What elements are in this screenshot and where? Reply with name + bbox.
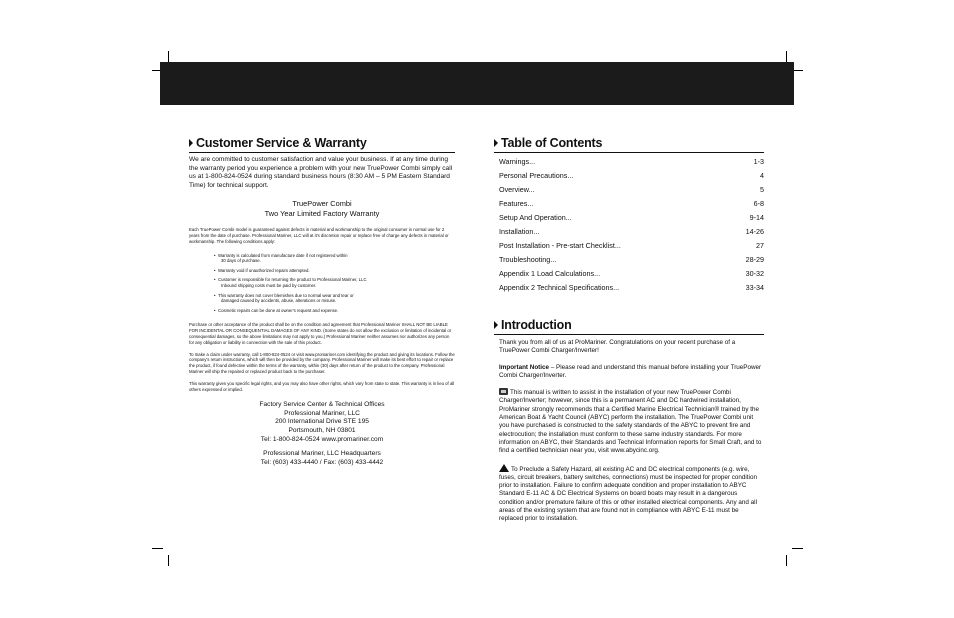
list-item: • Cosmetic repairs can be done at owner's request and expense.: [214, 308, 455, 314]
toc-entry[interactable]: Personal Precautions... 4: [499, 171, 764, 180]
crop-mark: [786, 555, 787, 566]
rights-text: This warranty gives you specific legal rights, and you may also have other rights, which vary from state to state. This warranty is in lieu of all others expressed or implied.: [189, 380, 455, 392]
warning-triangle-icon: [499, 464, 509, 472]
introduction-section: [494, 318, 764, 524]
toc-entry[interactable]: Installation... 14-26: [499, 227, 764, 236]
list-item: • Warranty is calculated from manufacture date if not registered within 30 days of purchase.: [214, 253, 455, 264]
crop-mark: [152, 548, 163, 549]
list-item: • This warranty does not cover blemishes due to normal wear and tear or damaged caused by accidents, abuse, alterations or misuse.: [214, 293, 455, 304]
list-item: • Warranty void if unauthorized repairs attempted.: [214, 268, 455, 274]
arrow-right-icon: [189, 139, 193, 147]
section-heading: Table of Contents: [494, 136, 764, 153]
toc-entry[interactable]: Warnings... 1-3: [499, 157, 764, 166]
section-heading: Customer Service & Warranty: [189, 136, 455, 153]
manual-info: This manual is written to assist in the installation of your new TruePower Combi Charger/Inverter; however, since this is a permanent AC and DC hardwired installation, ProMariner strongly recommends that a Certified Marine Electrical Technician® trained by the American Boat & Yacht Council (ABYC) perform the installation. The TruePower Combi unit you have purchased is constructed to the safety standards of the ABYC to prevent fire and electrocution; the installation must conform to these same industry standards. For more information on ABYC, their Standards and Technical Information reports for Small Craft, and to find a certified technician near you, visit www.abycinc.org.: [499, 389, 762, 455]
crop-mark: [792, 548, 803, 549]
factory-address: Factory Service Center & Technical Offices Professional Mariner, LLC 200 International Drive STE 195 Portsmouth, NH 03801 Tel: 1-800-824-0524 www.promariner.com: [259, 401, 385, 443]
warranty-text: Each TruePower Combi model is guaranteed against defects in material and workmanship to the original consumer in normal use for 2 years from the date of purchase. Professional Mariner, LLC will at it's discretion repair or replace free of charge any defects in material or workmanship. The following conditions apply:: [189, 227, 449, 244]
toc-entry[interactable]: Post Installation - Pre-start Checklist... 27: [499, 241, 764, 250]
toc-entry[interactable]: Setup And Operation... 9-14: [499, 213, 764, 222]
right-column: [494, 136, 764, 523]
crop-mark: [168, 555, 169, 566]
warranty-conditions: [214, 253, 455, 314]
table-of-contents: [499, 155, 764, 295]
section-heading: Introduction: [494, 318, 764, 335]
arrow-right-icon: [494, 139, 498, 147]
toc-entry[interactable]: Appendix 2 Technical Specifications... 33-34: [499, 283, 764, 292]
crop-mark: [786, 51, 787, 62]
service-intro: We are committed to customer satisfaction and value your business. If at any time during the warranty period you experience a problem with your new TruePower Combi simply call us at 1-800-824-0524 during standard business hours (8:30 AM – 5 PM Eastern Standard Time) for technical support.: [189, 156, 453, 189]
safety-warning: To Preclude a Safety Hazard, all existing AC and DC electrical components (e.g. wire, fuses, circuit breakers, battery switches, connections) must be inspected for proper condition prior to installation. Failure to confirm adequate condition and proper installation to ABYC Standard E-11 AC & DC Electrical Systems on board boats may result in a dangerous condition and/or premature failure of this or other installed electrical components. Any and all areas of the existing system that are found not in compliance with ABYC E-11 must be replaced prior to installation.: [499, 465, 757, 523]
header-bar: [160, 62, 794, 105]
crop-mark: [168, 51, 169, 62]
arrow-right-icon: [494, 321, 498, 329]
customer-service-section: [189, 136, 455, 467]
claim-text: To make a claim under warranty, call 1-800-824-0524 or visit www.promariner.com identifying the product and giving its locations. Follow the company's return instructions, which will then be provided by the company. Professional Mariner will make its best effort to repair or replace the product, if found defective within the terms of the warranty, within (30) days after return of the product to the company. Professional Mariner will ship the repaired or replaced product back to the purchaser.: [189, 351, 455, 374]
liability-text: Purchase or other acceptance of the product shall be on the condition and agreement that Professional Mariner SHALL NOT BE LIABLE FOR INCIDENTAL OR CONSEQUENTIAL DAMAGES OF ANY KIND. (Some states do not allow the exclusion or limitation of incidental or consequential damages, so the above limitations may not apply to you.) Professional Mariner neither assumes nor authorizes any person for any obligation or liability in connection with the sale of this product.: [189, 322, 452, 345]
toc-entry[interactable]: Appendix 1 Load Calculations... 30-32: [499, 269, 764, 278]
toc-entry[interactable]: Troubleshooting... 28-29: [499, 255, 764, 264]
toc-entry[interactable]: Features... 6-8: [499, 199, 764, 208]
intro-thanks: Thank you from all of us at ProMariner. Congratulations on your recent purchase of a TruePower Combi Charger/Inverter!: [499, 339, 736, 355]
important-notice: Important Notice – Please read and understand this manual before installing your TruePower Combi Charger/Inverter.: [499, 363, 762, 379]
manual-book-icon: [499, 388, 508, 395]
toc-entry[interactable]: Overview... 5: [499, 185, 764, 194]
warranty-title: TruePower Combi Two Year Limited Factory Warranty: [264, 199, 380, 218]
list-item: • Customer is responsible for returning the product to Professional Mariner, LLC Inbound shipping costs must be paid by customer.: [214, 277, 455, 288]
hq-address: Professional Mariner, LLC Headquarters Tel: (603) 433-4440 / Fax: (603) 433-4442: [260, 450, 384, 466]
